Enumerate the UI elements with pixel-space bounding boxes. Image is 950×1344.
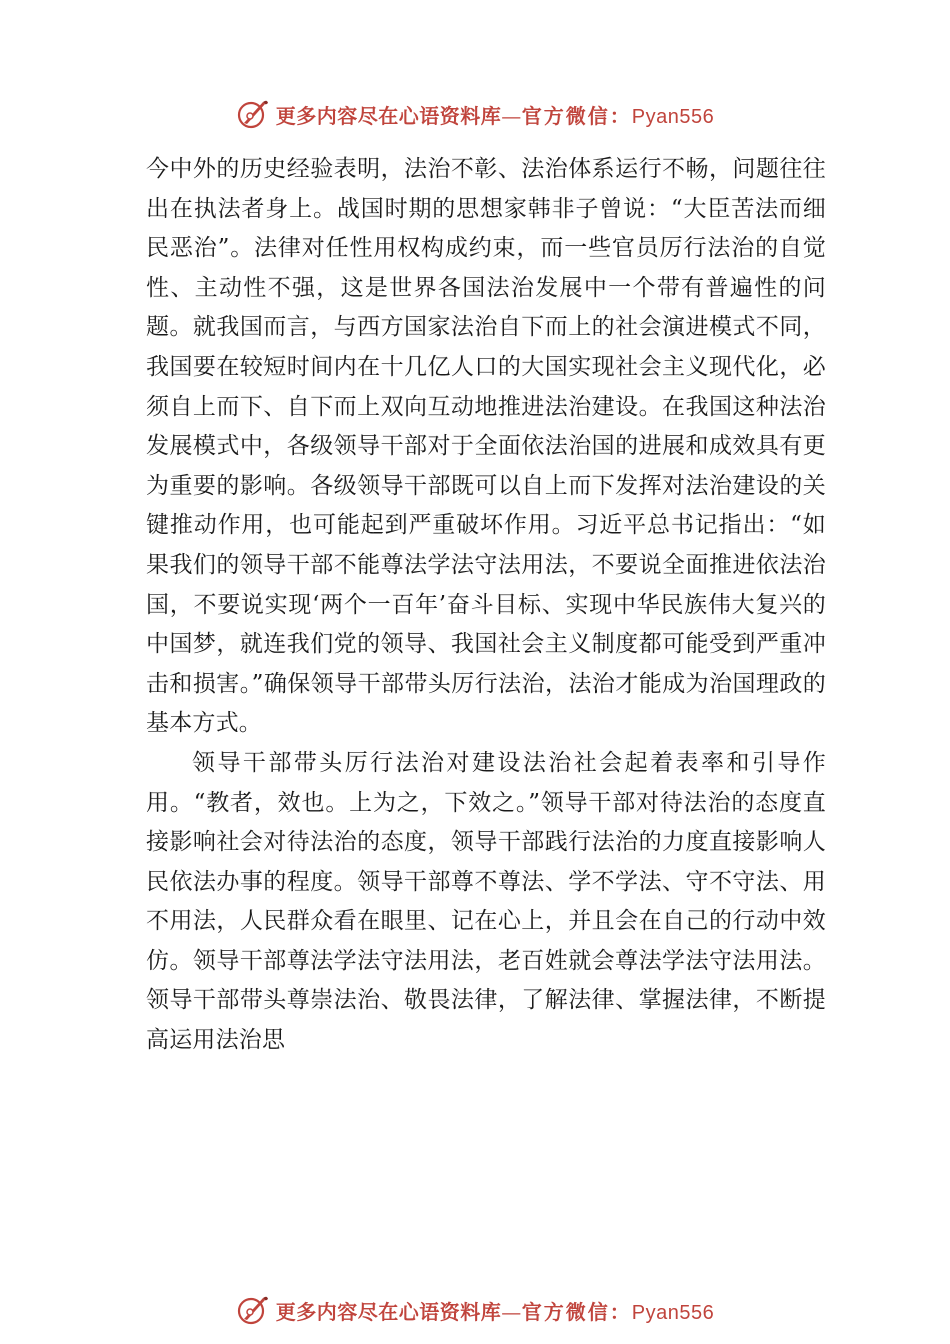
header-wechat-label: 官方微信： <box>521 103 632 128</box>
header-separator: — <box>501 103 522 128</box>
header-brand-text: 更多内容尽在心语资料库 <box>275 103 502 128</box>
header-banner-text <box>276 100 714 129</box>
footer-brand-text: 更多内容尽在心语资料库 <box>275 1299 502 1324</box>
header-wechat-id: Pyan556 <box>631 105 715 128</box>
header-watermark-banner <box>0 94 950 134</box>
footer-wechat-label: 官方微信： <box>521 1299 632 1324</box>
footer-separator: — <box>501 1299 522 1324</box>
footer-watermark-banner <box>0 1290 950 1330</box>
footer-wechat-id: Pyan556 <box>631 1301 715 1324</box>
body-paragraph-1: 今中外的历史经验表明，法治不彰、法治体系运行不畅，问题往往出在执法者身上。战国时期的思想家韩非子曾说：“大臣苦法而细民恶治”。法律对任性用权构成约束，而一些官员厉行法治的自觉性、主动性不强，这是世界各国法治发展中一个带有普遍性的问题。就我国而言，与西方国家法治自下而上的社会演进模式不同，我国要在较短时间内在十几亿人口的大国实现社会主义现代化，必须自上而下、自下而上双向互动地推进法治建设。在我国这种法治发展模式中，各级领导干部对于全面依法治国的进展和成效具有更为重要的影响。各级领导干部既可以自上而下发挥对法治建设的关键推动作用，也可能起到严重破坏作用。习近平总书记指出：“如果我们的领导干部不能尊法学法守法用法，不要说全面推进依法治国，不要说实现‘两个一百年’奋斗目标、实现中华民族伟大复兴的中国梦，就连我们党的领导、我国社会主义制度都可能受到严重冲击和损害。”确保领导干部带头厉行法治，法治才能成为治国理政的基本方式。 <box>146 156 826 737</box>
footer-banner-text <box>276 1296 714 1325</box>
quill-logo-icon <box>236 97 270 131</box>
document-body <box>146 150 826 1061</box>
quill-logo-icon <box>236 1293 270 1327</box>
body-paragraph-2: 领导干部带头厉行法治对建设法治社会起着表率和引导作用。“教者，效也。上为之，下效之。”领导干部对待法治的态度直接影响社会对待法治的态度，领导干部践行法治的力度直接影响人民依法办事的程度。领导干部尊不尊法、学不学法、守不守法、用不用法，人民群众看在眼里、记在心上，并且会在自己的行动中效仿。领导干部尊法学法守法用法，老百姓就会尊法学法守法用法。领导干部带头尊崇法治、敬畏法律，了解法律、掌握法律，不断提高运用法治思 <box>146 749 826 1054</box>
